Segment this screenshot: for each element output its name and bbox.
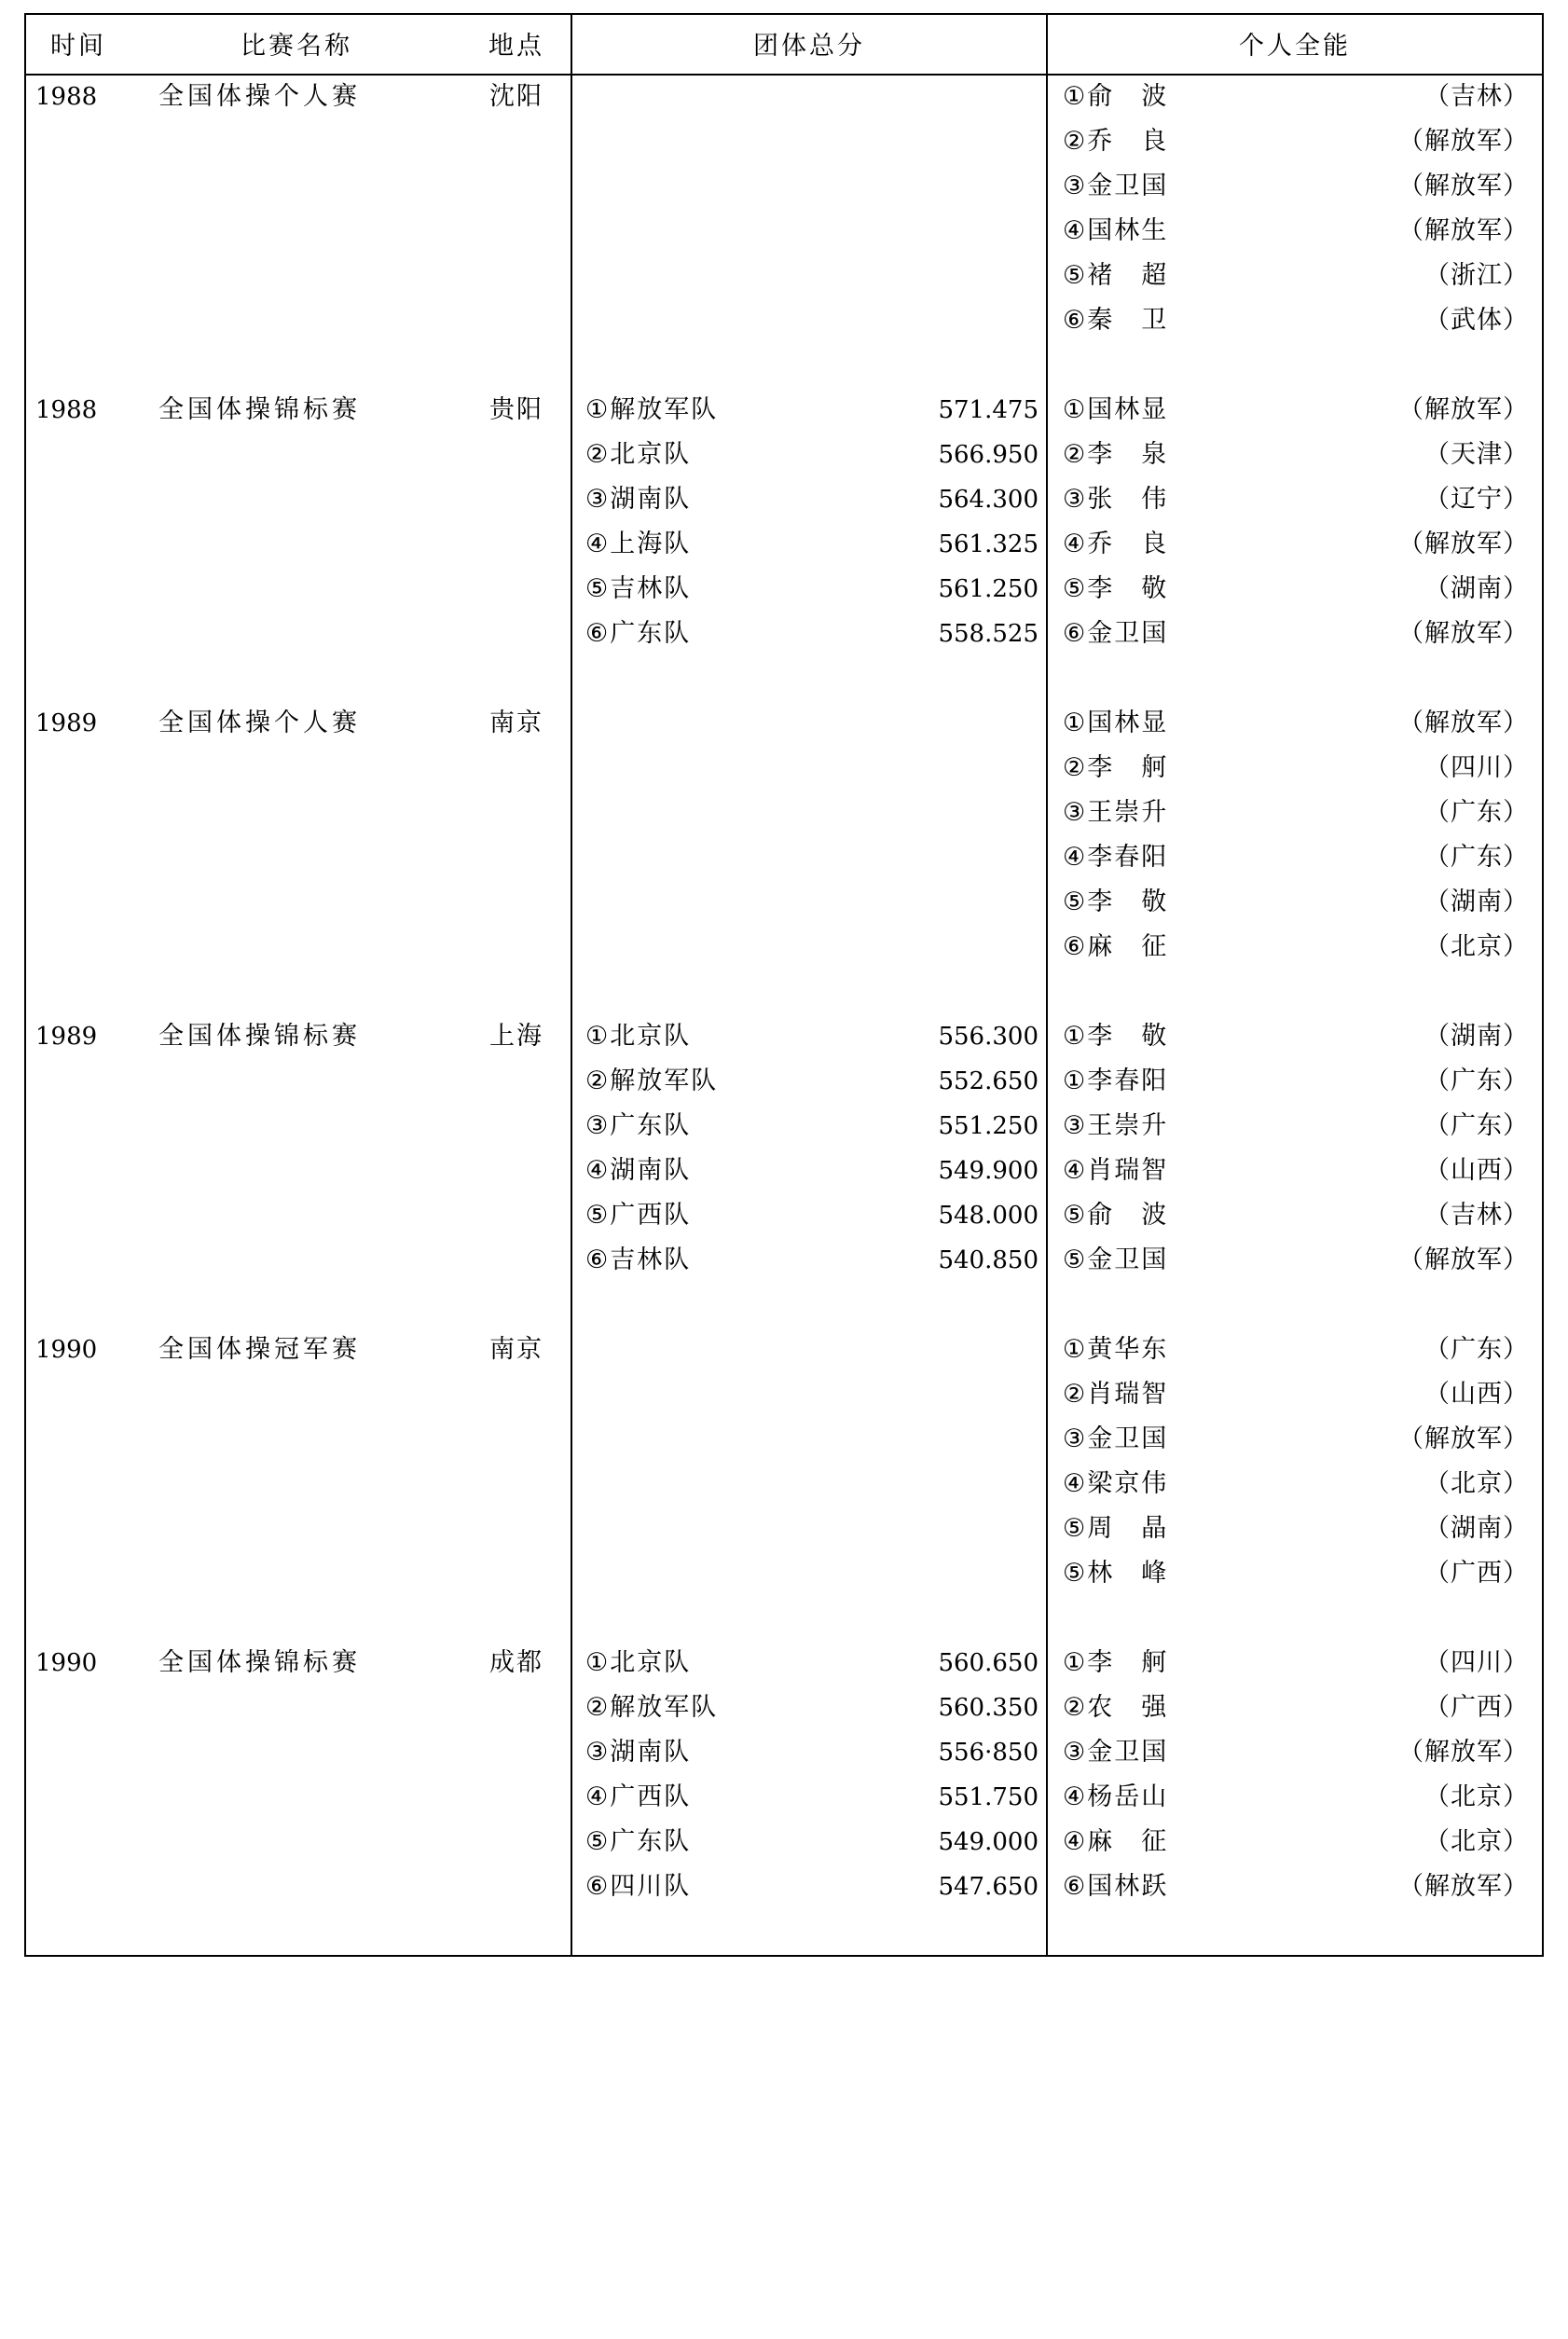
individual-entry	[1063, 1731, 1529, 1776]
team-entry-label	[585, 1552, 596, 1581]
team-entry	[585, 747, 1046, 791]
team-entry-score	[1031, 1508, 1046, 1536]
team-entry-label	[585, 76, 596, 104]
team-entry	[585, 1865, 1046, 1910]
column-header-place: 地点	[488, 32, 544, 61]
table-row	[26, 747, 571, 791]
cell-year: 1989	[35, 1023, 98, 1051]
individual-entry	[1063, 1865, 1529, 1910]
individual-entry	[1063, 1418, 1529, 1463]
table-row	[26, 1328, 571, 1373]
individual-entry-unit: （湖南）	[1424, 574, 1529, 603]
team-entry-score: 566.950	[938, 441, 1038, 469]
team-entry-label: ③湖南队	[585, 485, 692, 514]
individual-entry	[1063, 612, 1529, 657]
row-spacer	[1063, 970, 1529, 1015]
individual-entry-name: ⑤褚 超	[1063, 261, 1169, 290]
individual-entry	[1063, 120, 1529, 165]
individual-entry-name: ⑥国林跃	[1063, 1872, 1169, 1901]
table-row	[26, 881, 571, 926]
individual-entry	[1063, 299, 1529, 344]
individual-entry-unit: （山西）	[1424, 1380, 1529, 1409]
individual-entry-unit: （广东）	[1424, 1335, 1529, 1364]
team-entry-label	[585, 165, 596, 194]
team-entry	[585, 1328, 1046, 1373]
individual-entry-unit: （解放军）	[1398, 127, 1529, 156]
team-entry	[585, 76, 1046, 120]
individual-entry	[1063, 1776, 1529, 1821]
individual-entry	[1063, 1328, 1529, 1373]
individual-entry-unit: （解放军）	[1398, 709, 1529, 737]
individual-entry	[1063, 747, 1529, 791]
individual-entry-unit: （北京）	[1424, 932, 1529, 961]
team-entry-label	[585, 120, 596, 149]
team-entry-label: ⑥广东队	[585, 619, 692, 648]
team-entry-label: ⑤吉林队	[585, 574, 692, 603]
cell-year: 1990	[35, 1336, 98, 1364]
individual-entry	[1063, 433, 1529, 478]
cell-event-name: 全国体操锦标赛	[158, 1022, 361, 1051]
table-row	[26, 210, 571, 255]
team-entry	[585, 1507, 1046, 1552]
table-row	[26, 1686, 571, 1731]
row-spacer	[26, 657, 571, 702]
individual-entry-name: ②农 强	[1063, 1693, 1169, 1722]
team-entry	[585, 1686, 1046, 1731]
team-entry	[585, 702, 1046, 747]
individual-entry	[1063, 1507, 1529, 1552]
table-row	[26, 836, 571, 881]
individual-entry-unit: （山西）	[1424, 1156, 1529, 1185]
team-entry	[585, 433, 1046, 478]
individual-entry-name: ③金卫国	[1063, 1738, 1169, 1767]
row-spacer	[585, 1910, 1046, 1955]
individual-entry-unit: （武体）	[1424, 306, 1529, 335]
team-entry-score: 560.650	[938, 1649, 1038, 1677]
individual-entry	[1063, 1194, 1529, 1239]
individual-entry-unit: （广西）	[1424, 1693, 1529, 1722]
individual-entry	[1063, 1642, 1529, 1686]
team-entry-score	[1031, 1553, 1046, 1581]
team-entry-score	[1031, 211, 1046, 239]
column-header-team-total: 团体总分	[571, 15, 1046, 74]
team-entry	[585, 1821, 1046, 1865]
individual-entry-unit: （吉林）	[1424, 82, 1529, 111]
individual-entry-name: ①国林显	[1063, 395, 1169, 424]
individual-entry-unit: （广西）	[1424, 1559, 1529, 1588]
individual-entry-name: ①李 敬	[1063, 1022, 1169, 1051]
individual-entry-unit: （四川）	[1424, 1648, 1529, 1677]
individual-entry-name: ①李 舸	[1063, 1648, 1169, 1677]
team-entry-score	[1031, 255, 1046, 283]
team-entry-label	[585, 836, 596, 865]
row-spacer	[1063, 657, 1529, 702]
individual-entry-name: ①李春阳	[1063, 1066, 1169, 1095]
table-row	[26, 1239, 571, 1284]
cell-place: 贵阳	[489, 395, 543, 424]
individual-entry	[1063, 478, 1529, 523]
team-total-column	[571, 76, 1046, 1955]
team-entry	[585, 1642, 1046, 1686]
individual-entry-name: ⑤李 敬	[1063, 887, 1169, 916]
individual-entry	[1063, 1552, 1529, 1597]
table-row	[26, 1731, 571, 1776]
individual-entry	[1063, 1821, 1529, 1865]
individual-entry-unit: （湖南）	[1424, 887, 1529, 916]
team-entry-label: ④广西队	[585, 1782, 692, 1811]
individual-entry-name: ⑥麻 征	[1063, 932, 1169, 961]
team-entry	[585, 1552, 1046, 1597]
team-entry	[585, 1149, 1046, 1194]
team-entry-label: ⑥吉林队	[585, 1245, 692, 1274]
table-row	[26, 1776, 571, 1821]
individual-entry-name: ③王崇升	[1063, 798, 1169, 827]
individual-entry-name: ④梁京伟	[1063, 1469, 1169, 1498]
table-header-row	[24, 13, 1544, 76]
individual-entry	[1063, 1015, 1529, 1060]
team-entry	[585, 210, 1046, 255]
individual-entry	[1063, 1060, 1529, 1105]
individual-entry-name: ②肖瑞智	[1063, 1380, 1169, 1409]
row-spacer	[585, 344, 1046, 389]
table-row	[26, 299, 571, 344]
team-entry-label	[585, 1328, 596, 1357]
team-entry-score	[1031, 76, 1046, 104]
row-spacer	[1063, 1910, 1529, 1955]
cell-event-name: 全国体操个人赛	[158, 709, 361, 737]
individual-entry-name: ②李 泉	[1063, 440, 1169, 469]
individual-entry	[1063, 836, 1529, 881]
team-entry-label	[585, 702, 596, 731]
table-row	[26, 1552, 571, 1597]
individual-entry	[1063, 523, 1529, 568]
cell-year: 1988	[35, 83, 98, 111]
table-row	[26, 1507, 571, 1552]
individual-entry-name: ①国林显	[1063, 709, 1169, 737]
team-entry-label	[585, 299, 596, 328]
team-entry	[585, 255, 1046, 299]
table-row	[26, 1149, 571, 1194]
column-header-event-name: 比赛名称	[241, 32, 352, 61]
team-entry-score: 571.475	[938, 396, 1038, 424]
individual-entry-name: ④乔 良	[1063, 530, 1169, 558]
team-entry-score	[1031, 792, 1046, 820]
team-entry-label: ①北京队	[585, 1022, 692, 1051]
individual-entry-unit: （湖南）	[1424, 1514, 1529, 1543]
cell-place: 上海	[489, 1022, 543, 1051]
row-spacer	[1063, 1284, 1529, 1328]
individual-entry-unit: （广东）	[1424, 1066, 1529, 1095]
table-row	[26, 255, 571, 299]
individual-entry-name: ③王崇升	[1063, 1111, 1169, 1140]
individual-entry-name: ⑤林 峰	[1063, 1559, 1169, 1588]
individual-entry-name: ④李春阳	[1063, 843, 1169, 872]
team-entry-score: 561.325	[938, 530, 1038, 558]
individual-entry-name: ③金卫国	[1063, 1424, 1169, 1453]
team-entry	[585, 1373, 1046, 1418]
team-entry	[585, 299, 1046, 344]
row-spacer	[26, 1597, 571, 1642]
individual-entry	[1063, 568, 1529, 612]
individual-entry	[1063, 881, 1529, 926]
team-entry-score	[1031, 927, 1046, 955]
team-entry-label: ⑥四川队	[585, 1872, 692, 1901]
individual-entry	[1063, 1239, 1529, 1284]
team-entry	[585, 1060, 1046, 1105]
table-row	[26, 568, 571, 612]
individual-entry-unit: （天津）	[1424, 440, 1529, 469]
team-entry	[585, 120, 1046, 165]
row-spacer	[585, 970, 1046, 1015]
team-entry-score: 551.250	[938, 1112, 1038, 1140]
individual-entry-name: ⑤李 敬	[1063, 574, 1169, 603]
team-entry-score: 549.000	[938, 1828, 1038, 1856]
individual-entry-unit: （四川）	[1424, 753, 1529, 782]
column-header-individual-allaround: 个人全能	[1046, 15, 1542, 74]
table-row	[26, 1463, 571, 1507]
team-entry-label: ①解放军队	[585, 395, 719, 424]
table-row	[26, 926, 571, 970]
individual-entry-name: ④麻 征	[1063, 1827, 1169, 1856]
individual-entry-name: ③金卫国	[1063, 172, 1169, 200]
team-entry	[585, 1418, 1046, 1463]
row-spacer	[26, 1910, 571, 1955]
individual-entry-name: ⑥秦 卫	[1063, 306, 1169, 335]
team-entry	[585, 1015, 1046, 1060]
team-entry-score: 564.300	[938, 486, 1038, 514]
cell-event-name: 全国体操冠军赛	[158, 1335, 361, 1364]
cell-place: 南京	[489, 709, 543, 737]
table-row	[26, 1015, 571, 1060]
individual-entry-name: ④杨岳山	[1063, 1782, 1169, 1811]
team-entry	[585, 478, 1046, 523]
team-entry-label: ⑤广西队	[585, 1201, 692, 1230]
individual-entry-name: ④国林生	[1063, 216, 1169, 245]
team-entry-score: 560.350	[938, 1694, 1038, 1722]
team-entry-score	[1031, 882, 1046, 910]
team-entry-label: ⑤广东队	[585, 1827, 692, 1856]
team-entry	[585, 1239, 1046, 1284]
individual-entry-name: ⑥金卫国	[1063, 619, 1169, 648]
team-entry-score: 556·850	[938, 1739, 1038, 1767]
individual-entry-name: ②李 舸	[1063, 753, 1169, 782]
team-entry-score	[1031, 1329, 1046, 1357]
team-entry-label	[585, 1418, 596, 1447]
team-entry-score: 548.000	[938, 1202, 1038, 1230]
individual-entry	[1063, 1149, 1529, 1194]
table-row	[26, 478, 571, 523]
individual-entry	[1063, 210, 1529, 255]
team-entry-label	[585, 255, 596, 283]
team-entry	[585, 791, 1046, 836]
individual-entry-name: ②乔 良	[1063, 127, 1169, 156]
table-row	[26, 389, 571, 433]
table-row	[26, 433, 571, 478]
column-header-time: 时间	[50, 32, 106, 61]
team-entry-label: ①北京队	[585, 1648, 692, 1677]
cell-event-name: 全国体操锦标赛	[158, 395, 361, 424]
team-entry-score	[1031, 166, 1046, 194]
team-entry-label	[585, 881, 596, 910]
individual-entry-unit: （北京）	[1424, 1827, 1529, 1856]
team-entry-score	[1031, 121, 1046, 149]
cell-year: 1989	[35, 709, 98, 737]
team-entry-label	[585, 747, 596, 776]
individual-entry-name: ①俞 波	[1063, 82, 1169, 111]
team-entry-score: 558.525	[938, 620, 1038, 648]
table-row	[26, 791, 571, 836]
cell-place: 南京	[489, 1335, 543, 1364]
row-spacer	[26, 344, 571, 389]
individual-entry-unit: （吉林）	[1424, 1201, 1529, 1230]
team-entry	[585, 165, 1046, 210]
individual-column	[1046, 76, 1542, 1955]
individual-entry	[1063, 1463, 1529, 1507]
table-row	[26, 702, 571, 747]
individual-entry-unit: （解放军）	[1398, 1245, 1529, 1274]
table-body	[24, 76, 1544, 1957]
table-row	[26, 165, 571, 210]
individual-entry-unit: （解放军）	[1398, 172, 1529, 200]
table-row	[26, 1865, 571, 1910]
individual-entry-unit: （解放军）	[1398, 1872, 1529, 1901]
row-spacer	[585, 1284, 1046, 1328]
table-row	[26, 523, 571, 568]
table-row	[26, 1821, 571, 1865]
team-entry	[585, 1731, 1046, 1776]
individual-entry	[1063, 926, 1529, 970]
team-entry-label	[585, 1507, 596, 1536]
team-entry-score	[1031, 703, 1046, 731]
individual-entry-unit: （广东）	[1424, 798, 1529, 827]
individual-entry	[1063, 1373, 1529, 1418]
team-entry-score	[1031, 1464, 1046, 1492]
individual-entry	[1063, 389, 1529, 433]
individual-entry-unit: （解放军）	[1398, 395, 1529, 424]
cell-year: 1988	[35, 396, 98, 424]
team-entry	[585, 1463, 1046, 1507]
row-spacer	[1063, 344, 1529, 389]
individual-entry-unit: （浙江）	[1424, 261, 1529, 290]
individual-entry-name: ①黄华东	[1063, 1335, 1169, 1364]
table-row	[26, 612, 571, 657]
team-entry-score: 552.650	[938, 1067, 1038, 1095]
row-spacer	[585, 657, 1046, 702]
cell-event-name: 全国体操锦标赛	[158, 1648, 361, 1677]
individual-entry-unit: （北京）	[1424, 1782, 1529, 1811]
individual-entry-unit: （北京）	[1424, 1469, 1529, 1498]
team-entry-label: ②解放军队	[585, 1066, 719, 1095]
team-entry	[585, 389, 1046, 433]
team-entry-label: ②解放军队	[585, 1693, 719, 1722]
team-entry-label: ③广东队	[585, 1111, 692, 1140]
table-row	[26, 1105, 571, 1149]
table-row	[26, 120, 571, 165]
team-entry-score	[1031, 1374, 1046, 1402]
team-entry	[585, 568, 1046, 612]
row-spacer	[1063, 1597, 1529, 1642]
table-row	[26, 76, 571, 120]
cell-event-name: 全国体操个人赛	[158, 82, 361, 111]
team-entry	[585, 926, 1046, 970]
team-entry-score	[1031, 300, 1046, 328]
individual-entry-unit: （解放军）	[1398, 1424, 1529, 1453]
team-entry-score: 556.300	[938, 1023, 1038, 1051]
table-row	[26, 1418, 571, 1463]
row-spacer	[26, 970, 571, 1015]
individual-entry	[1063, 76, 1529, 120]
team-entry-score: 540.850	[938, 1246, 1038, 1274]
individual-entry-unit: （解放军）	[1398, 216, 1529, 245]
team-entry	[585, 1776, 1046, 1821]
cell-place: 沈阳	[489, 82, 543, 111]
team-entry	[585, 1105, 1046, 1149]
individual-entry	[1063, 791, 1529, 836]
individual-entry	[1063, 702, 1529, 747]
row-spacer	[26, 1284, 571, 1328]
team-entry-label	[585, 210, 596, 239]
individual-entry-name: ③张 伟	[1063, 485, 1169, 514]
individual-entry-name: ⑤俞 波	[1063, 1201, 1169, 1230]
team-entry	[585, 612, 1046, 657]
row-spacer	[585, 1597, 1046, 1642]
team-entry-label: ④上海队	[585, 530, 692, 558]
individual-entry-name: ④肖瑞智	[1063, 1156, 1169, 1185]
individual-entry	[1063, 1105, 1529, 1149]
individual-entry-unit: （广东）	[1424, 1111, 1529, 1140]
team-entry-label	[585, 1373, 596, 1402]
team-entry-label: ③湖南队	[585, 1738, 692, 1767]
cell-year: 1990	[35, 1649, 98, 1677]
individual-entry-unit: （湖南）	[1424, 1022, 1529, 1051]
individual-entry-name: ⑤金卫国	[1063, 1245, 1169, 1274]
left-columns	[26, 76, 571, 1955]
team-entry-label	[585, 926, 596, 955]
team-entry	[585, 1194, 1046, 1239]
team-entry	[585, 523, 1046, 568]
table-row	[26, 1060, 571, 1105]
team-entry-score: 551.750	[938, 1783, 1038, 1811]
team-entry-label	[585, 791, 596, 820]
team-entry	[585, 881, 1046, 926]
team-entry	[585, 836, 1046, 881]
team-entry-score: 561.250	[938, 575, 1038, 603]
individual-entry-unit: （解放军）	[1398, 619, 1529, 648]
table-row	[26, 1194, 571, 1239]
table-row	[26, 1642, 571, 1686]
table-row	[26, 1373, 571, 1418]
cell-place: 成都	[489, 1648, 543, 1677]
team-entry-score	[1031, 748, 1046, 776]
individual-entry-name: ⑤周 晶	[1063, 1514, 1169, 1543]
individual-entry-unit: （解放军）	[1398, 530, 1529, 558]
individual-entry	[1063, 165, 1529, 210]
team-entry-score: 549.900	[938, 1157, 1038, 1185]
team-entry-label	[585, 1463, 596, 1492]
individual-entry	[1063, 1686, 1529, 1731]
individual-entry	[1063, 255, 1529, 299]
individual-entry-unit: （解放军）	[1398, 1738, 1529, 1767]
team-entry-score: 547.650	[938, 1873, 1038, 1901]
individual-entry-unit: （广东）	[1424, 843, 1529, 872]
team-entry-label: ②北京队	[585, 440, 692, 469]
team-entry-score	[1031, 837, 1046, 865]
team-entry-label: ④湖南队	[585, 1156, 692, 1185]
team-entry-score	[1031, 1419, 1046, 1447]
individual-entry-unit: （辽宁）	[1424, 485, 1529, 514]
